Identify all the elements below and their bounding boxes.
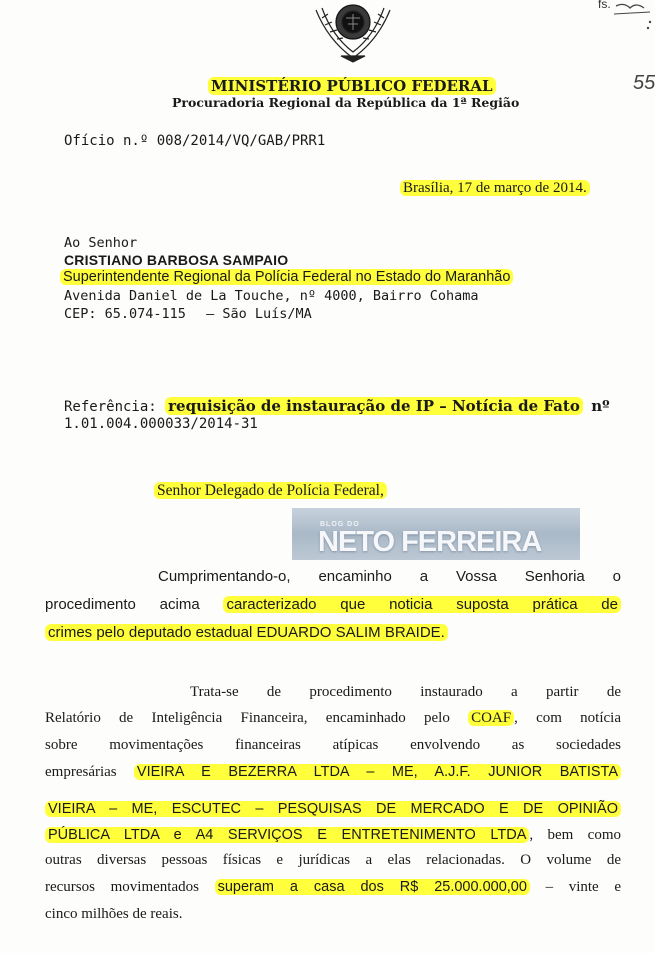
procuradoria-title: Procuradoria Regional da República da 1ª Região	[172, 95, 520, 110]
p2-companies-a: VIEIRA E BEZERRA LTDA – ME, A.J.F. JUNIOR BATISTA	[134, 764, 621, 780]
p2-line5	[45, 800, 621, 817]
p2-line3: sobre movimentações financeiras atípicas envolvendo as sociedades	[45, 737, 621, 753]
p2-companies-b: VIEIRA – ME, ESCUTEC – PESQUISAS DE MERCADO E DE OPINIÃO	[45, 801, 621, 817]
margin-mark-fs: fs.	[598, 0, 611, 11]
p2-line6: PÚBLICA LTDA e A4 SERVIÇOS E ENTRETENIMENTO LTDA , bem como	[45, 826, 621, 844]
reference-subject: requisição de instauração de IP – Notícia de Fato	[165, 397, 583, 415]
handwritten-mark	[612, 0, 655, 30]
p1-line3	[45, 624, 621, 641]
p1-line2: procedimento acima caracterizado que noticia suposta prática de	[45, 596, 621, 613]
p2-companies-c: PÚBLICA LTDA e A4 SERVIÇOS E ENTRETENIMENTO LTDA	[45, 827, 529, 843]
p2-line1: Trata-se de procedimento instaurado a partir de	[190, 684, 621, 700]
recipient-title: Superintendente Regional da Polícia Federal no Estado do Maranhão	[60, 269, 513, 285]
recipient-address: Avenida Daniel de La Touche, nº 4000, Bairro Cohama	[64, 288, 479, 304]
p2-amount: superam a casa dos R$ 25.000.000,00	[215, 879, 530, 895]
oficio-number: Ofício n.º 008/2014/VQ/GAB/PRR1	[64, 133, 326, 149]
p2-line4: empresárias VIEIRA E BEZERRA LTDA – ME, A.J.F. JUNIOR BATISTA	[45, 764, 621, 781]
p1-highlight-a: caracterizado que noticia suposta prática de	[223, 596, 621, 613]
p2-line9: cinco milhões de reais.	[45, 906, 183, 922]
p1-line1: Cumprimentando-o, encaminho a Vossa Senhoria o	[158, 568, 621, 585]
document-date: Brasília, 17 de março de 2014.	[400, 180, 590, 196]
recipient-city: – São Luís/MA	[206, 306, 312, 322]
p2-line2: Relatório de Inteligência Financeira, encaminhado pelo COAF , com notícia	[45, 710, 621, 726]
coat-of-arms-emblem	[308, 0, 398, 66]
ministry-title: MINISTÉRIO PÚBLICO FEDERAL	[208, 77, 496, 95]
reference-no: nº	[591, 397, 610, 415]
watermark-big: NETO FERREIRA	[318, 526, 542, 558]
reference-label: Referência:	[64, 399, 157, 415]
p2-line7: outras diversas pessoas físicas e jurídicas a elas relacionadas. O volume de	[45, 852, 621, 868]
p1-highlight-b: crimes pelo deputado estadual EDUARDO SALIM BRAIDE.	[45, 624, 448, 641]
p2-coaf: COAF	[468, 710, 514, 726]
recipient-cep: CEP: 65.074-115	[64, 306, 186, 322]
reference-number: 1.01.004.000033/2014-31	[64, 416, 258, 432]
recipient-salutation: Ao Senhor	[64, 235, 138, 251]
greeting: Senhor Delegado de Polícia Federal,	[154, 482, 387, 499]
p2-line8: recursos movimentados superam a casa dos R$ 25.000.000,00 – vinte e	[45, 879, 622, 895]
recipient-name: CRISTIANO BARBOSA SAMPAIO	[64, 252, 289, 268]
blog-watermark	[292, 508, 580, 560]
margin-mark-page: 55	[633, 72, 655, 94]
watermark-small: BLOG DO	[320, 521, 360, 528]
